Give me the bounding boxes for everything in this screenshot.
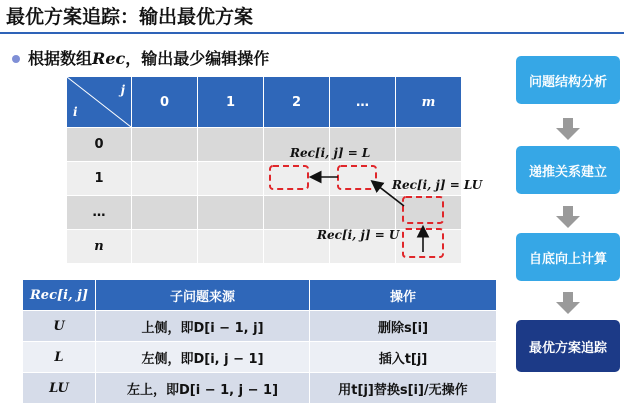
flow-step-recurrence: 递推关系建立 (516, 146, 620, 194)
page-title: 最优方案追踪：输出最优方案 (6, 6, 254, 28)
flow-step-trace: 最优方案追踪 (516, 320, 620, 372)
op-value: 用t[j]替换s[i]/无操作 (310, 373, 497, 404)
row-header: 1 (67, 162, 132, 196)
flow-step-bottom-up: 自底向上计算 (516, 233, 620, 281)
dashed-box-L (270, 166, 308, 189)
source-value: 上侧，即D[i − 1, j] (96, 311, 310, 342)
down-arrow-icon (556, 206, 580, 228)
source-header-rec: Rec[i, j] (23, 280, 96, 311)
bullet-suffix: ，输出最少编辑操作 (125, 49, 270, 68)
table-row (23, 311, 497, 342)
source-header-row (23, 280, 497, 311)
source-value: 左上，即D[i − 1, j − 1] (96, 373, 310, 404)
col-header: 0 (132, 77, 198, 128)
bullet-prefix: 根据数组 (28, 49, 93, 68)
row-header: 0 (67, 128, 132, 162)
col-header: … (330, 77, 396, 128)
dashed-box-current (338, 166, 376, 189)
rec-value: LU (23, 373, 96, 404)
op-value: 插入t[j] (310, 342, 497, 373)
table-row (23, 373, 497, 404)
col-header: m (396, 77, 462, 128)
rec-value: U (23, 311, 96, 342)
corner-j-label: j (120, 83, 125, 97)
bullet-rec: Rec (92, 49, 126, 68)
flow-step-structure: 问题结构分析 (516, 56, 620, 104)
source-header-op: 操作 (310, 280, 497, 311)
source-header-origin: 子问题来源 (96, 280, 310, 311)
source-value: 左侧，即D[i, j − 1] (96, 342, 310, 373)
row-header: n (67, 230, 132, 264)
op-value: 删除s[i] (310, 311, 497, 342)
table-row (23, 342, 497, 373)
col-header: 2 (264, 77, 330, 128)
down-arrow-icon (556, 118, 580, 140)
down-arrow-icon (556, 292, 580, 314)
rec-label-lu: Rec[i, j] = LU (392, 178, 483, 192)
corner-i-label: i (73, 105, 78, 119)
rec-value: L (23, 342, 96, 373)
source-table (22, 279, 497, 404)
col-header: 1 (198, 77, 264, 128)
rec-label-l: Rec[i, j] = L (290, 146, 371, 160)
rec-label-u: Rec[i, j] = U (317, 228, 400, 242)
row-header: … (67, 196, 132, 230)
dashed-box-LU (403, 197, 443, 223)
